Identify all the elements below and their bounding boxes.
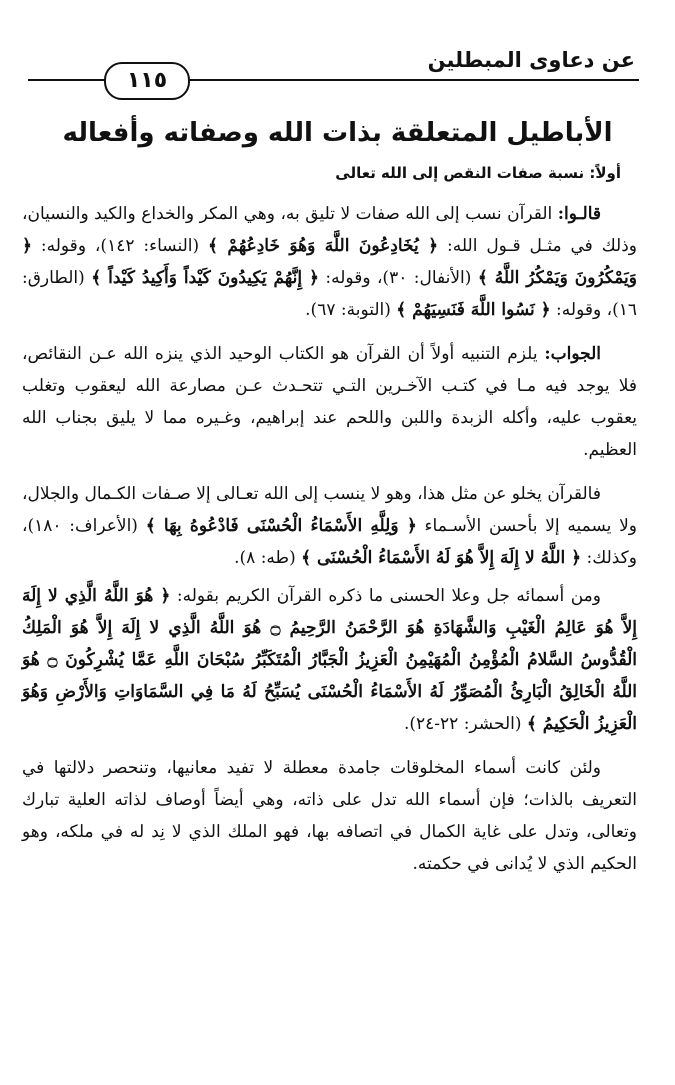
quran-verse: ﴿ نَسُوا اللَّهَ فَنَسِيَهُمْ ﴾ [396, 300, 551, 320]
text-run: (الأعراف: ١٨٠)، وكذلك: [22, 516, 637, 568]
quran-verse: ﴿ اللَّهُ لا إِلَهَ إِلاَّ هُوَ لَهُ الأَسْمَاءُ الْحُسْنَى ﴾ [301, 548, 582, 568]
text-run: (النساء: ١٤٢)، وقوله: [31, 236, 209, 256]
quran-verse: ﴿ يُخَادِعُونَ اللَّهَ وَهُوَ خَادِعُهُمْ ﴾ [208, 236, 439, 256]
text-run: (الحشر: ٢٢-٢٤). [403, 714, 527, 734]
paragraph-lead: الجواب: [544, 344, 601, 364]
section-subheading: أولاً: نسبة صفات النقص إلى الله تعالى [335, 164, 621, 182]
text-run: (طه: ٨). [234, 548, 302, 568]
text-run: (الطارق: ١٦)، وقوله: [22, 268, 637, 320]
paragraph [22, 580, 637, 740]
text-run: (التوبة: ٦٧). [305, 300, 397, 320]
text-run: القرآن نسب إلى الله صفات لا تليق به، وهي المكر والخداع والكيد والنسيان، وذلك في مثـل قـول الله: [22, 204, 637, 256]
text-run: ومن أسمائه جل وعلا الحسنى ما ذكره القرآن الكريم بقوله: [170, 586, 601, 606]
quran-verse: ﴿ وَلِلَّهِ الأَسْمَاءُ الْحُسْنَى فَادْعُوهُ بِهَا ﴾ [145, 516, 417, 536]
page-number: ١١٥ [104, 62, 190, 100]
running-title: عن دعاوى المبطلين [427, 48, 635, 72]
paragraph [22, 198, 637, 326]
quran-verse: ﴿ هُوَ اللَّهُ الَّذِي لا إِلَهَ إِلاَّ هُوَ عَالِمُ الْغَيْبِ وَالشَّهَادَةِ هُوَ الرَّحْمَنُ الرَّحِيمُ ۝ هُوَ اللَّهُ الَّذِي لا إِلَهَ إِلاَّ هُوَ الْمَلِكُ الْقُدُّوسُ السَّلامُ الْمُؤْمِنُ الْمُهَيْمِنُ الْعَزِيزُ الْجَبَّارُ الْمُتَكَبِّرُ سُبْحَانَ اللَّهِ عَمَّا يُشْرِكُونَ ۝ هُوَ اللَّهُ الْخَالِقُ الْبَارِئُ الْمُصَوِّرُ لَهُ الأَسْمَاءُ الْحُسْنَى يُسَبِّحُ لَهُ مَا فِي السَّمَاوَاتِ وَالأَرْضِ وَهُوَ الْعَزِيزُ الْحَكِيمُ ﴾ [22, 586, 637, 734]
quran-verse: ﴿ إِنَّهُمْ يَكِيدُونَ كَيْداً وَأَكِيدُ كَيْداً ﴾ [91, 268, 319, 288]
paragraph [22, 752, 637, 880]
chapter-title: الأباطيل المتعلقة بذات الله وصفاته وأفعاله [62, 118, 613, 148]
text-run: يلزم التنبيه أولاً أن القرآن هو الكتاب الوحيد الذي ينزه الله عـن النقائص، فلا يوجد فيه مـا في كتـب الآخـرين التـي تتحـدث عـن مصارعة الله ليعقوب وتغلب يعقوب عليه، وأكله الزبدة واللبن واللحم عند إبراهيم، وغـيره مما لا يليق بجناب الله العظيم. [22, 344, 637, 460]
text-run: ولئن كانت أسماء المخلوقات جامدة معطلة لا تفيد معانيها، وتنحصر دلالتها في التعريف بالذات؛ فإن أسماء الله تدل على ذاته، وهي أيضاً أوصاف لذاته العلية تبارك وتعالى، وتدل على غاية الكمال في اتصافه بها، فهو الملك الذي لا نِد له في ملكه، وهو الحكيم الذي لا يُدانى في حكمته. [22, 758, 637, 874]
text-run: فالقرآن يخلو عن مثل هذا، وهو لا ينسب إلى الله تعـالى إلا صـفات الكـمال والجلال، ولا يسميه إلا بأحسن الأسـماء [22, 484, 638, 536]
quran-verse: ﴿ وَيَمْكُرُونَ وَيَمْكُرُ اللَّهُ ﴾ [22, 236, 637, 288]
paragraph [22, 338, 637, 466]
paragraph [22, 478, 637, 574]
paragraph-lead: قالـوا: [557, 204, 601, 224]
body-text [22, 198, 637, 892]
text-run: (الأنفال: ٣٠)، وقوله: [318, 268, 478, 288]
